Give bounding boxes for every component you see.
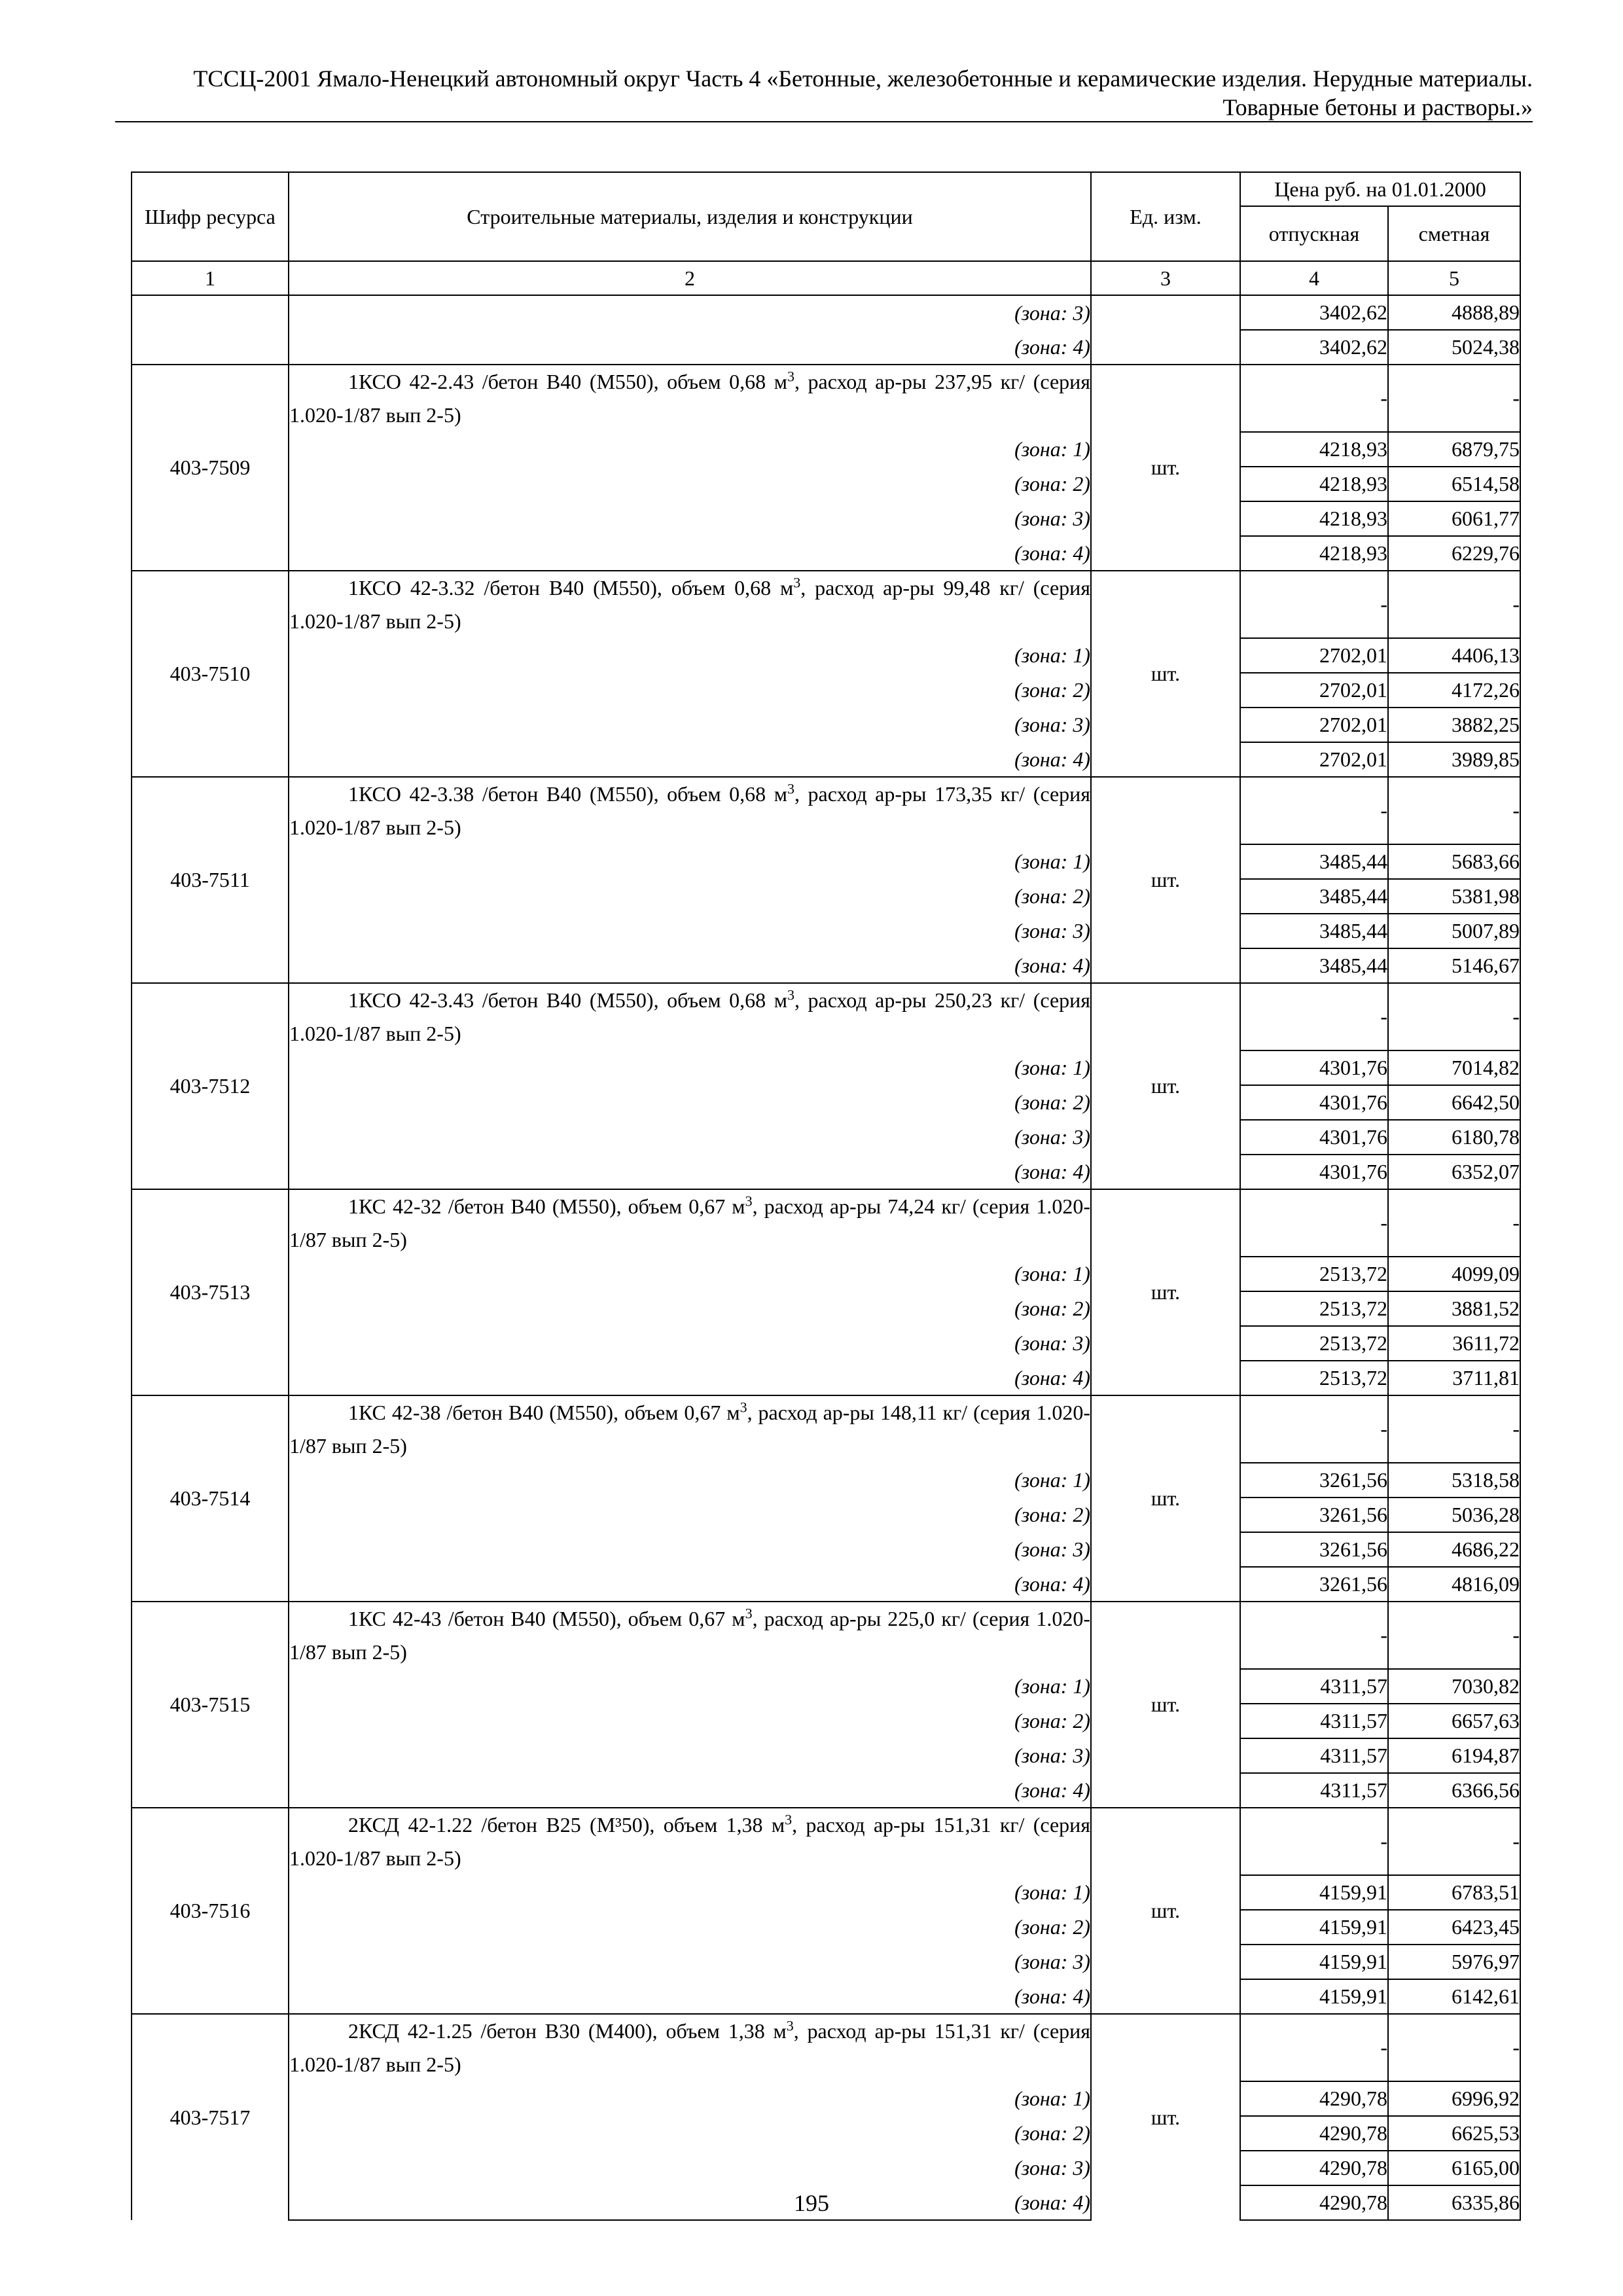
cubic-superscript: 3 bbox=[786, 2017, 794, 2034]
table-row bbox=[132, 777, 1520, 844]
description-text: 1КС 42-32 /бетон В40 (М550), объем 0,67 м bbox=[348, 1194, 745, 1218]
table-body bbox=[132, 261, 1520, 2220]
zone-row bbox=[132, 1257, 1520, 1291]
release-price: 4218,93 bbox=[1240, 501, 1388, 536]
unit-cell: шт. bbox=[1091, 1189, 1240, 1395]
estimate-price: 6625,53 bbox=[1388, 2116, 1520, 2151]
price-table bbox=[131, 171, 1521, 2221]
column-header-unit: Ед. изм. bbox=[1091, 172, 1240, 261]
estimate-price: 6366,56 bbox=[1388, 1773, 1520, 1808]
zone-label: (зона: 1) bbox=[289, 1875, 1091, 1910]
estimate-price: 6514,58 bbox=[1388, 467, 1520, 501]
zone-row bbox=[132, 1463, 1520, 1498]
zone-row bbox=[132, 1361, 1520, 1395]
zone-row bbox=[132, 1532, 1520, 1567]
column-header-name: Строительные материалы, изделия и конструкции bbox=[289, 172, 1091, 261]
estimate-price: 3611,72 bbox=[1388, 1326, 1520, 1361]
estimate-price: 7014,82 bbox=[1388, 1050, 1520, 1085]
header-line-2: Товарные бетоны и растворы.» bbox=[1222, 94, 1533, 120]
zone-label: (зона: 3) bbox=[289, 1326, 1091, 1361]
material-description bbox=[289, 1808, 1091, 1875]
description-text: 1КСО 42-2.43 /бетон В40 (М550), объем 0,68 м bbox=[348, 370, 787, 393]
zone-label: (зона: 3) bbox=[289, 295, 1091, 330]
release-price: 2513,72 bbox=[1240, 1291, 1388, 1326]
release-price: - bbox=[1240, 1808, 1388, 1875]
zone-label: (зона: 1) bbox=[289, 2081, 1091, 2116]
zone-label: (зона: 2) bbox=[289, 2116, 1091, 2151]
column-number: 4 bbox=[1240, 261, 1388, 295]
description-text-rest: , расход ар-ры 173,35 кг/ (серия 1.020-1/87 вып 2-5) bbox=[289, 782, 1091, 839]
unit-cell: шт. bbox=[1091, 983, 1240, 1189]
estimate-price: - bbox=[1388, 1395, 1520, 1463]
estimate-price: 6061,77 bbox=[1388, 501, 1520, 536]
release-price: 2702,01 bbox=[1240, 742, 1388, 777]
header-line-1: ТССЦ-2001 Ямало-Ненецкий автономный округ Часть 4 «Бетонные, железобетонные и керамические изделия. Нерудные материалы. bbox=[193, 65, 1533, 92]
estimate-price: - bbox=[1388, 365, 1520, 432]
zone-label: (зона: 4) bbox=[289, 948, 1091, 983]
resource-code: 403-7514 bbox=[132, 1395, 289, 1602]
release-price: - bbox=[1240, 1602, 1388, 1669]
column-header-estimate-price: сметная bbox=[1388, 206, 1520, 261]
estimate-price: 5024,38 bbox=[1388, 330, 1520, 365]
release-price: - bbox=[1240, 983, 1388, 1050]
zone-row bbox=[132, 1291, 1520, 1326]
estimate-price: 6335,86 bbox=[1388, 2185, 1520, 2220]
document-header bbox=[115, 64, 1533, 122]
estimate-price: 6142,61 bbox=[1388, 1979, 1520, 2014]
zone-label: (зона: 2) bbox=[289, 1704, 1091, 1738]
description-text-rest: , расход ар-ры 99,48 кг/ (серия 1.020-1/87 вып 2-5) bbox=[289, 576, 1091, 633]
resource-code: 403-7509 bbox=[132, 365, 289, 571]
estimate-price: 5976,97 bbox=[1388, 1945, 1520, 1979]
release-price: - bbox=[1240, 365, 1388, 432]
zone-row bbox=[132, 1738, 1520, 1773]
release-price: - bbox=[1240, 1189, 1388, 1257]
release-price: 4290,78 bbox=[1240, 2151, 1388, 2185]
zone-row bbox=[132, 2151, 1520, 2185]
cubic-superscript: 3 bbox=[745, 1193, 753, 1210]
estimate-price: - bbox=[1388, 983, 1520, 1050]
zone-label: (зона: 4) bbox=[289, 1155, 1091, 1189]
zone-row bbox=[132, 844, 1520, 879]
cubic-superscript: 3 bbox=[787, 368, 794, 385]
estimate-price: 6165,00 bbox=[1388, 2151, 1520, 2185]
estimate-price: 5683,66 bbox=[1388, 844, 1520, 879]
release-price: 3485,44 bbox=[1240, 914, 1388, 948]
release-price: 4159,91 bbox=[1240, 1910, 1388, 1945]
description-text-rest: , расход ар-ры 250,23 кг/ (серия 1.020-1/87 вып 2-5) bbox=[289, 988, 1091, 1045]
release-price: - bbox=[1240, 571, 1388, 638]
estimate-price: 4888,89 bbox=[1388, 295, 1520, 330]
estimate-price: 6657,63 bbox=[1388, 1704, 1520, 1738]
cubic-superscript: 3 bbox=[787, 986, 794, 1003]
estimate-price: 3989,85 bbox=[1388, 742, 1520, 777]
column-number: 1 bbox=[132, 261, 289, 295]
zone-row bbox=[132, 501, 1520, 536]
release-price: 4311,57 bbox=[1240, 1773, 1388, 1808]
table-row bbox=[132, 1189, 1520, 1257]
zone-row bbox=[132, 1773, 1520, 1808]
zone-row bbox=[132, 1704, 1520, 1738]
resource-code bbox=[132, 330, 289, 365]
column-number: 3 bbox=[1091, 261, 1240, 295]
zone-label: (зона: 4) bbox=[289, 1773, 1091, 1808]
release-price: 2513,72 bbox=[1240, 1326, 1388, 1361]
release-price: - bbox=[1240, 2014, 1388, 2081]
zone-label: (зона: 2) bbox=[289, 1291, 1091, 1326]
release-price: 3261,56 bbox=[1240, 1498, 1388, 1532]
estimate-price: 5146,67 bbox=[1388, 948, 1520, 983]
zone-row bbox=[132, 467, 1520, 501]
estimate-price: 6180,78 bbox=[1388, 1120, 1520, 1155]
table-row bbox=[132, 1808, 1520, 1875]
release-price: 2702,01 bbox=[1240, 638, 1388, 673]
zone-label: (зона: 3) bbox=[289, 914, 1091, 948]
zone-row bbox=[132, 1979, 1520, 2014]
column-header-price-group: Цена руб. на 01.01.2000 bbox=[1240, 172, 1520, 206]
estimate-price: 4099,09 bbox=[1388, 1257, 1520, 1291]
zone-row bbox=[132, 1910, 1520, 1945]
release-price: 4159,91 bbox=[1240, 1875, 1388, 1910]
table-row bbox=[132, 983, 1520, 1050]
page-number: 195 bbox=[794, 2190, 829, 2216]
material-description bbox=[289, 1395, 1091, 1463]
zone-row bbox=[132, 638, 1520, 673]
release-price: 2702,01 bbox=[1240, 708, 1388, 742]
table-row bbox=[132, 1602, 1520, 1669]
estimate-price: - bbox=[1388, 2014, 1520, 2081]
estimate-price: 4816,09 bbox=[1388, 1567, 1520, 1602]
zone-row bbox=[132, 1669, 1520, 1704]
estimate-price: - bbox=[1388, 777, 1520, 844]
description-text-rest: , расход ар-ры 148,11 кг/ (серия 1.020-1/87 вып 2-5) bbox=[289, 1401, 1091, 1458]
release-price: 3261,56 bbox=[1240, 1567, 1388, 1602]
release-price: 4311,57 bbox=[1240, 1704, 1388, 1738]
description-text: 1КСО 42-3.32 /бетон В40 (М550), объем 0,68 м bbox=[348, 576, 794, 600]
estimate-price: 7030,82 bbox=[1388, 1669, 1520, 1704]
release-price: 4290,78 bbox=[1240, 2081, 1388, 2116]
estimate-price: 6783,51 bbox=[1388, 1875, 1520, 1910]
description-text-rest: , расход ар-ры 74,24 кг/ (серия 1.020-1/87 вып 2-5) bbox=[289, 1194, 1091, 1251]
release-price: 4301,76 bbox=[1240, 1120, 1388, 1155]
zone-row bbox=[132, 1326, 1520, 1361]
estimate-price: 5318,58 bbox=[1388, 1463, 1520, 1498]
release-price: 4290,78 bbox=[1240, 2116, 1388, 2151]
release-price: 4218,93 bbox=[1240, 432, 1388, 467]
zone-label: (зона: 3) bbox=[289, 501, 1091, 536]
unit-cell bbox=[1091, 330, 1240, 365]
column-header-release-price: отпускная bbox=[1240, 206, 1388, 261]
estimate-price: 6879,75 bbox=[1388, 432, 1520, 467]
estimate-price: 4406,13 bbox=[1388, 638, 1520, 673]
material-description bbox=[289, 2014, 1091, 2081]
zone-row bbox=[132, 948, 1520, 983]
zone-row bbox=[132, 1120, 1520, 1155]
release-price: 4159,91 bbox=[1240, 1979, 1388, 2014]
zone-row bbox=[132, 673, 1520, 708]
zone-row bbox=[132, 1498, 1520, 1532]
zone-label: (зона: 2) bbox=[289, 879, 1091, 914]
column-number-row bbox=[132, 261, 1520, 295]
unit-cell: шт. bbox=[1091, 571, 1240, 777]
zone-row bbox=[132, 742, 1520, 777]
estimate-price: 5381,98 bbox=[1388, 879, 1520, 914]
zone-row bbox=[132, 1945, 1520, 1979]
material-description bbox=[289, 1189, 1091, 1257]
zone-label: (зона: 4) bbox=[289, 1361, 1091, 1395]
release-price: 3261,56 bbox=[1240, 1463, 1388, 1498]
description-text-rest: , расход ар-ры 225,0 кг/ (серия 1.020-1/87 вып 2-5) bbox=[289, 1607, 1091, 1664]
zone-label: (зона: 1) bbox=[289, 432, 1091, 467]
zone-label: (зона: 2) bbox=[289, 673, 1091, 708]
unit-cell: шт. bbox=[1091, 2014, 1240, 2220]
zone-label: (зона: 4) bbox=[289, 2185, 1091, 2220]
zone-label: (зона: 4) bbox=[289, 536, 1091, 571]
column-header-code: Шифр ресурса bbox=[132, 172, 289, 261]
material-description bbox=[289, 365, 1091, 432]
estimate-price: 3882,25 bbox=[1388, 708, 1520, 742]
cubic-superscript: 3 bbox=[793, 574, 801, 591]
estimate-price: 6996,92 bbox=[1388, 2081, 1520, 2116]
resource-code: 403-7517 bbox=[132, 2014, 289, 2220]
zone-label: (зона: 1) bbox=[289, 1669, 1091, 1704]
zone-label: (зона: 3) bbox=[289, 708, 1091, 742]
table-row bbox=[132, 330, 1520, 365]
zone-label: (зона: 2) bbox=[289, 1498, 1091, 1532]
release-price: 3485,44 bbox=[1240, 879, 1388, 914]
description-text-rest: , расход ар-ры 151,31 кг/ (серия 1.020-1/87 вып 2-5) bbox=[289, 1813, 1091, 1870]
release-price: - bbox=[1240, 1395, 1388, 1463]
zone-label: (зона: 3) bbox=[289, 1532, 1091, 1567]
description-text: 1КС 42-43 /бетон В40 (М550), объем 0,67 м bbox=[348, 1607, 745, 1630]
estimate-price: 4686,22 bbox=[1388, 1532, 1520, 1567]
estimate-price: - bbox=[1388, 1602, 1520, 1669]
release-price: 3261,56 bbox=[1240, 1532, 1388, 1567]
estimate-price: 6194,87 bbox=[1388, 1738, 1520, 1773]
description-text: 1КС 42-38 /бетон В40 (М550), объем 0,67 м bbox=[348, 1401, 740, 1424]
release-price: 2702,01 bbox=[1240, 673, 1388, 708]
resource-code: 403-7512 bbox=[132, 983, 289, 1189]
release-price: 4218,93 bbox=[1240, 467, 1388, 501]
release-price: 4311,57 bbox=[1240, 1738, 1388, 1773]
header-rule bbox=[115, 121, 1533, 122]
unit-cell: шт. bbox=[1091, 1395, 1240, 1602]
release-price: 3485,44 bbox=[1240, 948, 1388, 983]
zone-label: (зона: 1) bbox=[289, 1257, 1091, 1291]
release-price: - bbox=[1240, 777, 1388, 844]
zone-label: (зона: 1) bbox=[289, 1050, 1091, 1085]
cubic-superscript: 3 bbox=[740, 1399, 747, 1416]
description-text-rest: , расход ар-ры 151,31 кг/ (серия 1.020-1/87 вып 2-5) bbox=[289, 2019, 1091, 2076]
estimate-price: - bbox=[1388, 571, 1520, 638]
zone-row bbox=[132, 2081, 1520, 2116]
resource-code: 403-7516 bbox=[132, 1808, 289, 2014]
cubic-superscript: 3 bbox=[785, 1811, 793, 1828]
zone-row bbox=[132, 1155, 1520, 1189]
zone-label: (зона: 3) bbox=[289, 1120, 1091, 1155]
zone-row bbox=[132, 914, 1520, 948]
table-row bbox=[132, 365, 1520, 432]
release-price: 3485,44 bbox=[1240, 844, 1388, 879]
estimate-price: 6423,45 bbox=[1388, 1910, 1520, 1945]
zone-label: (зона: 2) bbox=[289, 467, 1091, 501]
release-price: 2513,72 bbox=[1240, 1361, 1388, 1395]
resource-code: 403-7513 bbox=[132, 1189, 289, 1395]
estimate-price: 6642,50 bbox=[1388, 1085, 1520, 1120]
zone-row bbox=[132, 1085, 1520, 1120]
release-price: 2513,72 bbox=[1240, 1257, 1388, 1291]
description-text: 2КСД 42-1.25 /бетон В30 (М400), объем 1,38 м bbox=[348, 2019, 787, 2043]
estimate-price: 4172,26 bbox=[1388, 673, 1520, 708]
release-price: 3402,62 bbox=[1240, 330, 1388, 365]
zone-row bbox=[132, 536, 1520, 571]
release-price: 4290,78 bbox=[1240, 2185, 1388, 2220]
unit-cell: шт. bbox=[1091, 1602, 1240, 1808]
table-row bbox=[132, 295, 1520, 330]
release-price: 4301,76 bbox=[1240, 1085, 1388, 1120]
unit-cell: шт. bbox=[1091, 365, 1240, 571]
table-row bbox=[132, 1395, 1520, 1463]
column-number: 2 bbox=[289, 261, 1091, 295]
estimate-price: 5036,28 bbox=[1388, 1498, 1520, 1532]
column-number: 5 bbox=[1388, 261, 1520, 295]
zone-label: (зона: 2) bbox=[289, 1085, 1091, 1120]
zone-label: (зона: 4) bbox=[289, 742, 1091, 777]
release-price: 4301,76 bbox=[1240, 1050, 1388, 1085]
zone-label: (зона: 3) bbox=[289, 1945, 1091, 1979]
estimate-price: 5007,89 bbox=[1388, 914, 1520, 948]
zone-label: (зона: 4) bbox=[289, 330, 1091, 365]
estimate-price: - bbox=[1388, 1808, 1520, 1875]
estimate-price: - bbox=[1388, 1189, 1520, 1257]
estimate-price: 3711,81 bbox=[1388, 1361, 1520, 1395]
zone-row bbox=[132, 879, 1520, 914]
table-row bbox=[132, 571, 1520, 638]
description-text: 1КСО 42-3.38 /бетон В40 (М550), объем 0,68 м bbox=[348, 782, 787, 806]
zone-row bbox=[132, 708, 1520, 742]
zone-label: (зона: 1) bbox=[289, 1463, 1091, 1498]
zone-row bbox=[132, 432, 1520, 467]
zone-label: (зона: 3) bbox=[289, 1738, 1091, 1773]
material-description bbox=[289, 1602, 1091, 1669]
release-price: 4311,57 bbox=[1240, 1669, 1388, 1704]
zone-label: (зона: 4) bbox=[289, 1979, 1091, 2014]
description-text: 1КСО 42-3.43 /бетон В40 (М550), объем 0,68 м bbox=[348, 988, 787, 1012]
cubic-superscript: 3 bbox=[787, 780, 794, 797]
material-description bbox=[289, 777, 1091, 844]
material-description bbox=[289, 571, 1091, 638]
release-price: 4159,91 bbox=[1240, 1945, 1388, 1979]
estimate-price: 6352,07 bbox=[1388, 1155, 1520, 1189]
release-price: 4301,76 bbox=[1240, 1155, 1388, 1189]
release-price: 4218,93 bbox=[1240, 536, 1388, 571]
zone-label: (зона: 2) bbox=[289, 1910, 1091, 1945]
zone-label: (зона: 3) bbox=[289, 2151, 1091, 2185]
zone-row bbox=[132, 2116, 1520, 2151]
resource-code bbox=[132, 295, 289, 330]
zone-row bbox=[132, 1050, 1520, 1085]
zone-label: (зона: 4) bbox=[289, 1567, 1091, 1602]
zone-label: (зона: 1) bbox=[289, 638, 1091, 673]
resource-code: 403-7510 bbox=[132, 571, 289, 777]
resource-code: 403-7511 bbox=[132, 777, 289, 983]
zone-label: (зона: 1) bbox=[289, 844, 1091, 879]
description-text: 2КСД 42-1.22 /бетон В25 (М³50), объем 1,38 м bbox=[348, 1813, 785, 1837]
estimate-price: 6229,76 bbox=[1388, 536, 1520, 571]
estimate-price: 3881,52 bbox=[1388, 1291, 1520, 1326]
unit-cell: шт. bbox=[1091, 777, 1240, 983]
table-row bbox=[132, 2014, 1520, 2081]
unit-cell: шт. bbox=[1091, 1808, 1240, 2014]
description-text-rest: , расход ар-ры 237,95 кг/ (серия 1.020-1/87 вып 2-5) bbox=[289, 370, 1091, 427]
unit-cell bbox=[1091, 295, 1240, 330]
release-price: 3402,62 bbox=[1240, 295, 1388, 330]
cubic-superscript: 3 bbox=[745, 1605, 753, 1622]
material-description bbox=[289, 983, 1091, 1050]
zone-row bbox=[132, 1875, 1520, 1910]
resource-code: 403-7515 bbox=[132, 1602, 289, 1808]
zone-row bbox=[132, 1567, 1520, 1602]
